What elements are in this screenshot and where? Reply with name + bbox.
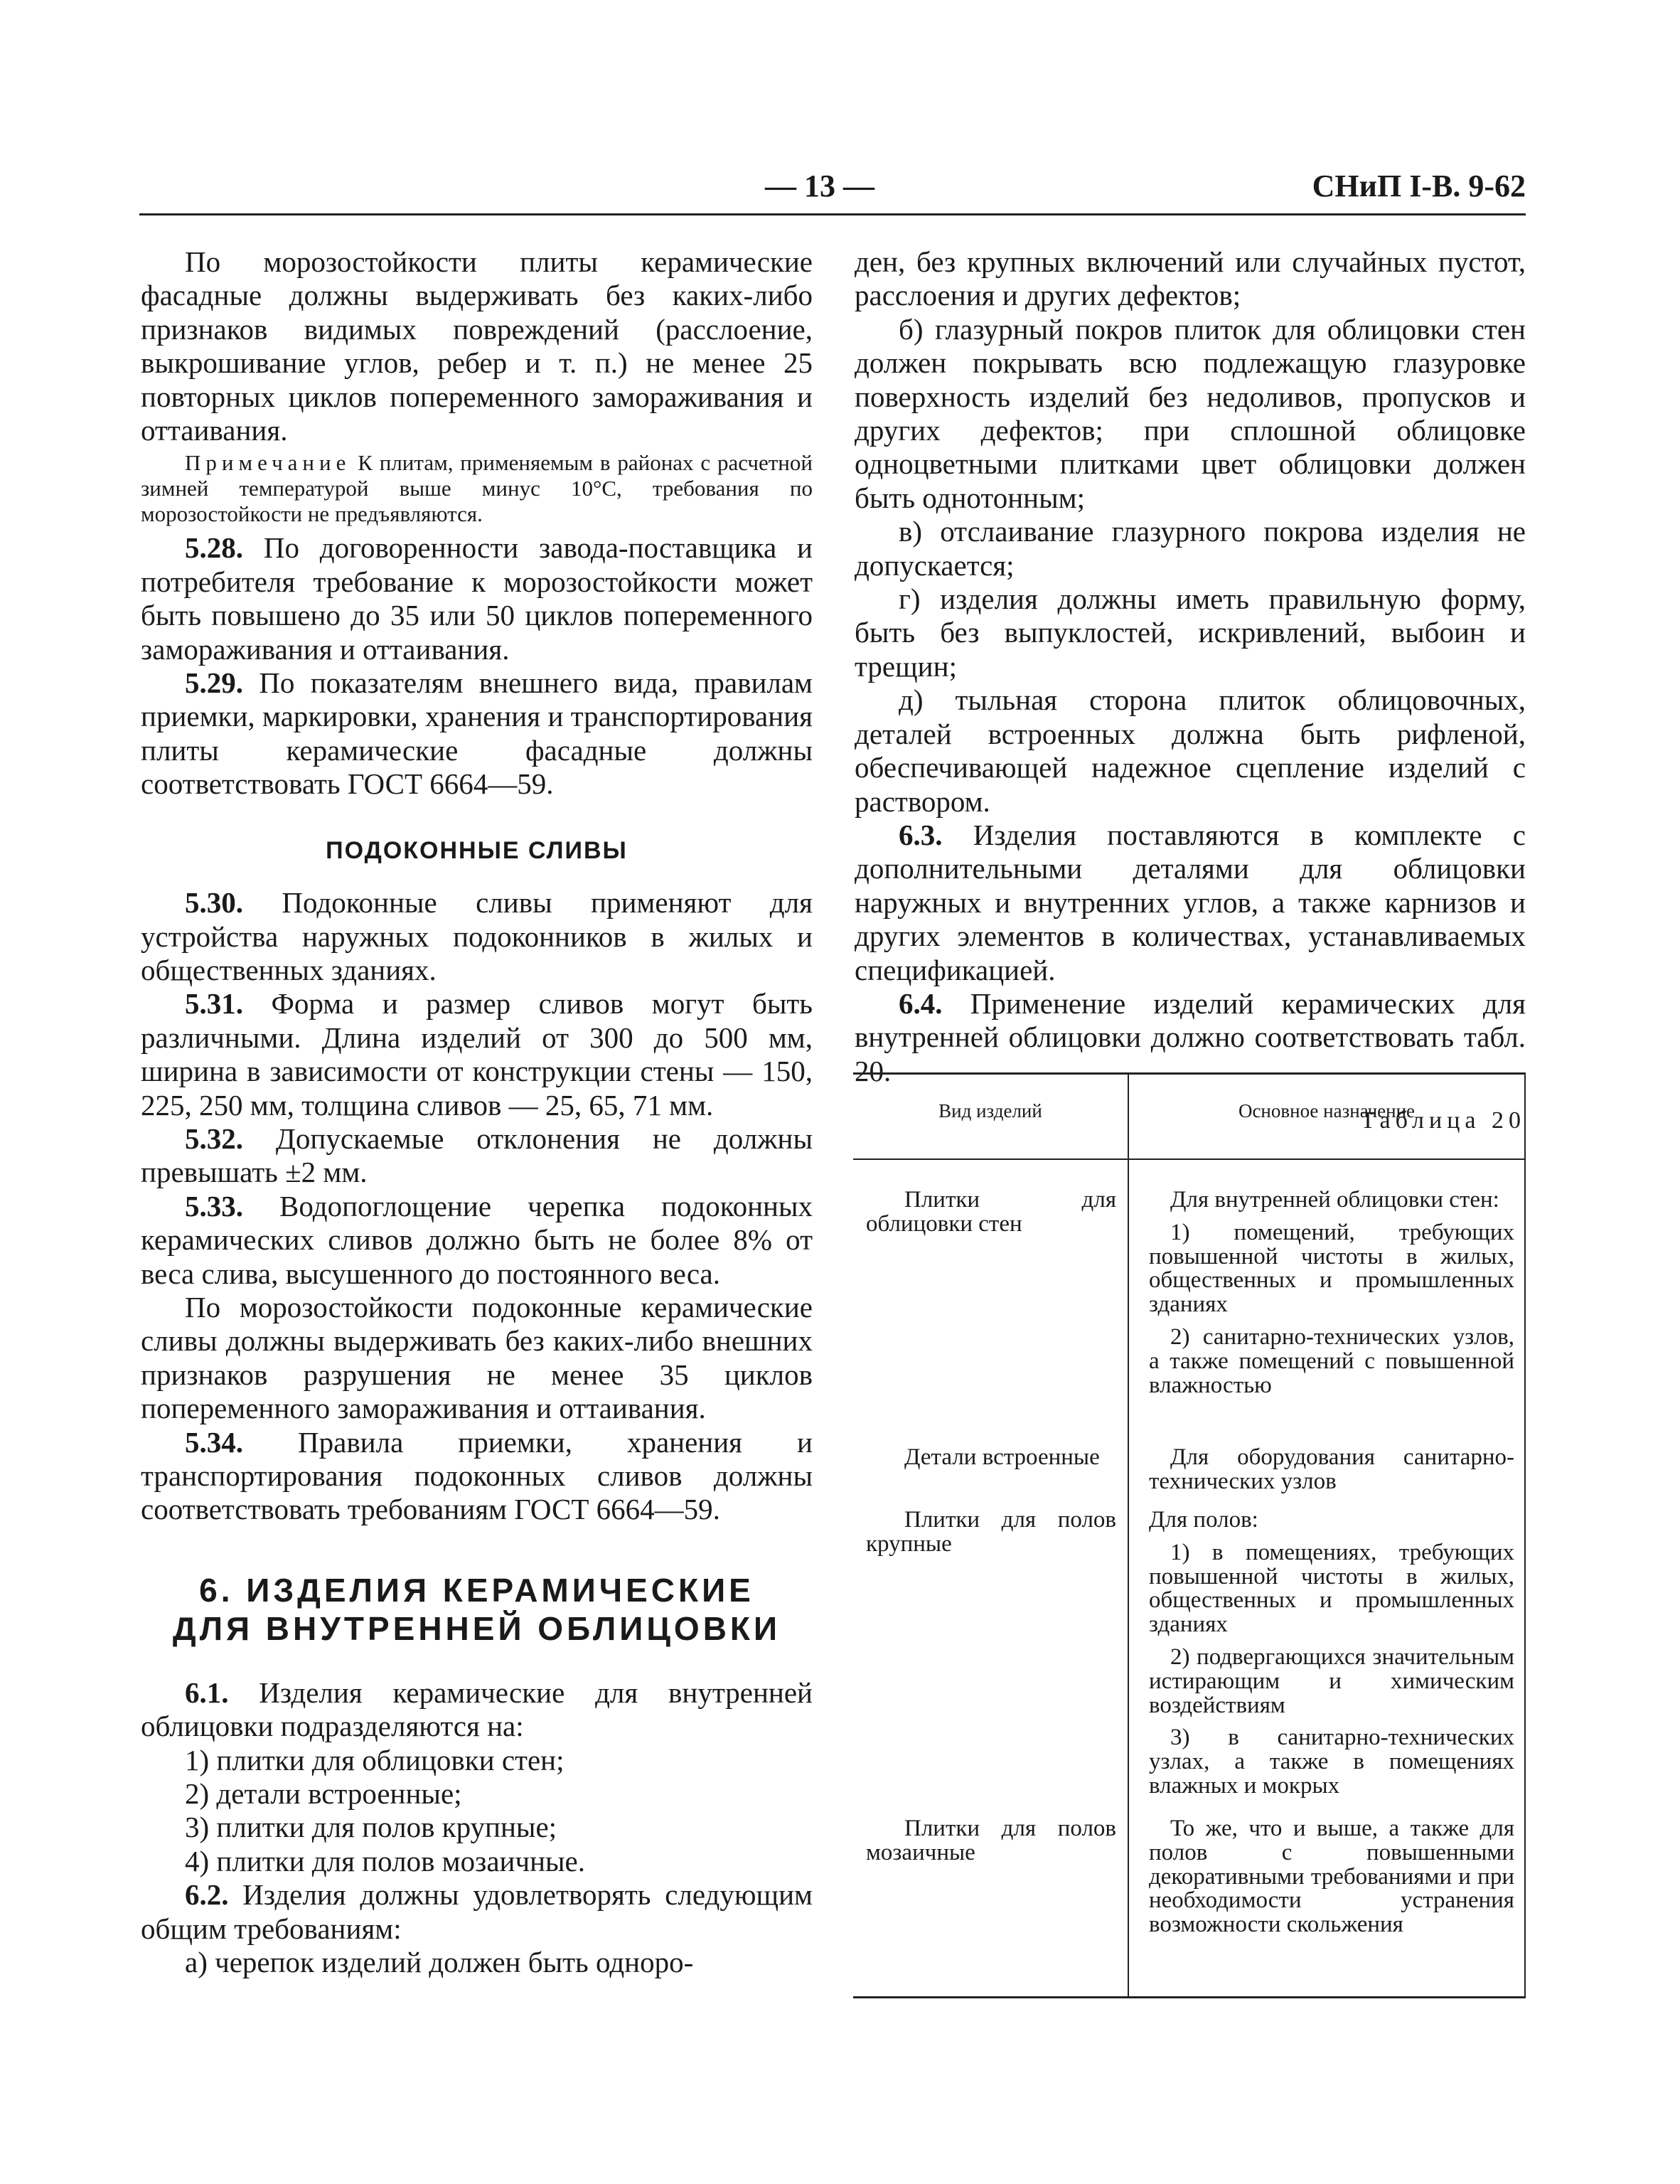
clause-5-30 bbox=[141, 886, 813, 987]
paragraph: По морозостойкости подоконные керамические сливы должны выдерживать без каких-либо внешних признаков разрушения не менее 35 циклов попеременного замораживания и оттаивания. bbox=[141, 1290, 813, 1425]
list-item: 1) плитки для облицовки стен; bbox=[185, 1743, 565, 1777]
paragraph: ден, без крупных включений или случайных пустот, расслоения и других дефектов; bbox=[855, 245, 1526, 312]
clause-number: 5.32. bbox=[185, 1122, 243, 1155]
clause-number: 5.33. bbox=[185, 1189, 243, 1222]
paragraph: По морозостойкости плиты керамические фасадные должны выдерживать без каких-либо признаков видимых повреждений (расслоение, выкрошивание углов, ребер и т. п.) не менее 25 повторных циклов попеременного замораживания и оттаивания. bbox=[141, 245, 813, 447]
list-item: 3) плитки для полов крупные; bbox=[185, 1811, 557, 1844]
note-label: Примечание bbox=[185, 450, 351, 476]
clause-5-32 bbox=[141, 1122, 813, 1190]
note-text: К плитам, применяемым в районах с расчетной зимней температурой выше минус 10°С, требования по морозостойкости не предъявляются. bbox=[141, 450, 813, 527]
clause-5-31 bbox=[141, 987, 813, 1122]
clause-number: 5.30. bbox=[185, 886, 243, 920]
chapter-title-line: ДЛЯ ВНУТРЕННЕЙ ОБЛИЦОВКИ bbox=[172, 1609, 781, 1647]
table-cell-purpose bbox=[1149, 1446, 1514, 1494]
clause-number: 6.3. bbox=[899, 818, 943, 851]
clause-6-3 bbox=[855, 819, 1526, 987]
table-header-purpose: Основное назначение bbox=[1238, 1100, 1416, 1122]
table-header-rule bbox=[853, 1158, 1524, 1160]
page-number: — 13 — bbox=[765, 169, 874, 203]
chapter-title bbox=[141, 1571, 813, 1648]
header-rule bbox=[139, 213, 1526, 215]
clause-number: 6.1. bbox=[185, 1676, 229, 1709]
clause-number: 5.31. bbox=[185, 987, 243, 1021]
clause-text: Подоконные сливы применяют для устройства наружных подоконников в жилых и общественных зданиях. bbox=[141, 886, 813, 986]
clause-number: 6.2. bbox=[185, 1878, 229, 1912]
cell-text: Для полов: bbox=[1149, 1507, 1258, 1533]
clause-text: Правила приемки, хранения и транспортирования подоконных сливов должны соответствовать требованиям ГОСТ 6664—59. bbox=[141, 1425, 813, 1526]
clause-5-28 bbox=[141, 531, 813, 666]
table-cell-kind bbox=[866, 1508, 1116, 1557]
cell-text: 3) в санитарно-технических узлах, а также в помещениях влажных и мокрых bbox=[1149, 1725, 1514, 1799]
clause-number: 5.29. bbox=[185, 666, 243, 700]
clause-number: 6.4. bbox=[899, 986, 943, 1020]
cell-text: То же, что и выше, а также для полов с повышенными декоративными требованиями и при необходимости устранения возможности скольжения bbox=[1149, 1816, 1514, 1938]
list-item: 2) детали встроенные; bbox=[185, 1777, 462, 1811]
clause-5-33 bbox=[141, 1190, 813, 1291]
table-caption: Таблица 20 bbox=[1360, 1107, 1526, 1134]
clause-number: 5.34. bbox=[185, 1425, 243, 1459]
cell-text: 1) помещений, требующих повышенной чистоты в жилых, общественных и промышленных зданиях bbox=[1149, 1219, 1514, 1318]
list-item: а) черепок изделий должен быть одноро- bbox=[185, 1946, 694, 1979]
cell-text: Плитки для полов крупные bbox=[866, 1507, 1116, 1557]
list-item: б) глазурный покров плиток для облицовки стен должен покрывать всю подлежащую глазуровке поверхность изделий без недоливов, пропусков и других дефектов; при сплошной облицовке одноцветными плитками цвет облицовки должен быть однотонным; bbox=[855, 312, 1526, 514]
list-item: д) тыльная сторона плиток облицовочных, деталей встроенных должна быть рифленой, обеспечивающей надежное сцепление изделий с раствором. bbox=[855, 683, 1526, 818]
cell-text: 2) подвергающихся значительным истирающим и химическим воздействиям bbox=[1149, 1644, 1514, 1718]
table-header-kind: Вид изделий bbox=[938, 1100, 1042, 1122]
clause-text: Форма и размер сливов могут быть различными. Длина изделий от 300 до 500 мм, ширина в зависимости от конструкции стены — 150, 225, 250 мм, толщина сливов — 25, 65, 71 мм. bbox=[141, 987, 813, 1122]
clause-text: Допускаемые отклонения не должны превышать ±2 мм. bbox=[141, 1122, 813, 1189]
document-code: СНиП I-В. 9-62 bbox=[1312, 169, 1526, 203]
clause-text: Изделия поставляются в комплекте с дополнительными деталями для облицовки наружных и внутренних углов, а также карнизов и других элементов в количествах, устанавливаемых спецификацией. bbox=[855, 818, 1526, 986]
cell-text: Плитки для облицовки стен bbox=[866, 1187, 1116, 1237]
list-item: 4) плитки для полов мозаичные. bbox=[185, 1844, 586, 1877]
clause-6-2 bbox=[141, 1878, 813, 1946]
clause-text: Применение изделий керамических для внутренней облицовки должно соответствовать табл. 20. bbox=[855, 986, 1526, 1087]
table-cell-kind bbox=[866, 1446, 1116, 1470]
list-item: г) изделия должны иметь правильную форму, быть без выпуклостей, искривлений, выбоин и трещин; bbox=[855, 582, 1526, 683]
cell-text: 2) санитарно-технических узлов, а также помещений с повышенной влажностью bbox=[1149, 1323, 1514, 1398]
cell-text: Плитки для полов мозаичные bbox=[866, 1816, 1116, 1865]
right-column bbox=[855, 245, 1526, 1138]
table-cell-kind bbox=[866, 1817, 1116, 1865]
cell-text: 1) в помещениях, требующих повышенной чистоты в жилых, общественных и промышленных зданиях bbox=[1149, 1539, 1514, 1638]
cell-text: Для внутренней облицовки стен: bbox=[1170, 1187, 1499, 1213]
list-item: в) отслаивание глазурного покрова изделия не допускается; bbox=[855, 515, 1526, 582]
table-cell-purpose bbox=[1149, 1817, 1514, 1937]
page-header bbox=[139, 168, 1526, 208]
section-title: ПОДОКОННЫЕ СЛИВЫ bbox=[326, 836, 628, 864]
table-cell-purpose bbox=[1149, 1508, 1514, 1799]
chapter-title-line: 6. ИЗДЕЛИЯ КЕРАМИЧЕСКИЕ bbox=[199, 1571, 754, 1609]
clause-5-29 bbox=[141, 666, 813, 801]
clause-text: Изделия керамические для внутренней облицовки подразделяются на: bbox=[141, 1676, 813, 1743]
cell-text: Для оборудования санитарно-технических узлов bbox=[1149, 1444, 1514, 1494]
cell-text: Детали встроенные bbox=[904, 1444, 1100, 1470]
note bbox=[141, 450, 813, 527]
left-column bbox=[141, 245, 813, 1979]
clause-text: По показателям внешнего вида, правилам приемки, маркировки, хранения и транспортирования плиты керамические фасадные должны соответствовать ГОСТ 6664—59. bbox=[141, 666, 813, 801]
clause-text: Изделия должны удовлетворять следующим общим требованиям: bbox=[141, 1878, 813, 1945]
table-20 bbox=[853, 1072, 1526, 1998]
table-cell-kind bbox=[866, 1188, 1116, 1237]
table-divider bbox=[1128, 1075, 1129, 1996]
clause-6-1 bbox=[141, 1676, 813, 1744]
clause-5-34 bbox=[141, 1426, 813, 1527]
clause-number: 5.28. bbox=[185, 531, 243, 565]
clause-text: Водопоглощение черепка подоконных керамических сливов должно быть не более 8% от веса слива, высушенного до постоянного веса. bbox=[141, 1189, 813, 1290]
clause-text: По договоренности завода-поставщика и потребителя требование к морозостойкости может быть повышено до 35 или 50 циклов попеременного замораживания и оттаивания. bbox=[141, 531, 813, 666]
table-cell-purpose bbox=[1149, 1188, 1514, 1397]
